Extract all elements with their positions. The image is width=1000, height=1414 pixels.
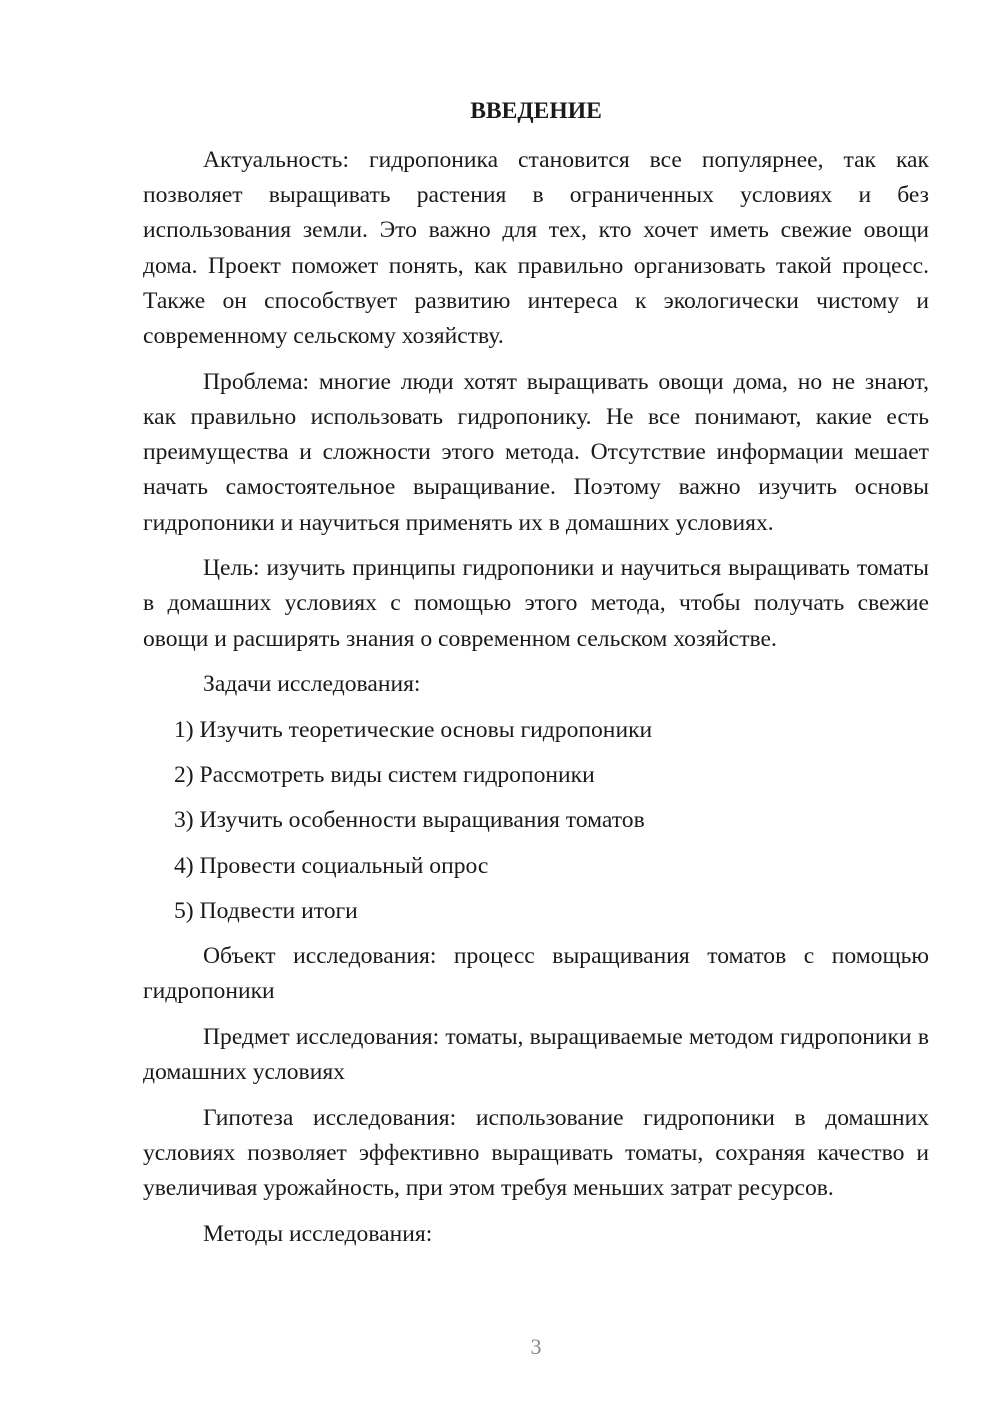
subject-paragraph: Предмет исследования: томаты, выращиваемые методом гидропоники в домашних условиях — [143, 1023, 929, 1086]
task-item: 4) Провести социальный опрос — [174, 852, 489, 879]
task-item: 3) Изучить особенности выращивания томатов — [174, 807, 645, 834]
task-item: 2) Рассмотреть виды систем гидропоники — [174, 762, 595, 789]
problem-paragraph: Проблема: многие люди хотят выращивать овощи дома, но не знают, как правильно использовать гидропонику. Не все понимают, какие есть преимущества и сложности этого метода. Отсутствие информации мешает начать самостоятельное выращивание. Поэтому важно изучить основы гидропоники и научиться применять их в домашних условиях. — [143, 368, 929, 536]
tasks-heading: Задачи исследования: — [203, 671, 421, 698]
document-page — [143, 94, 929, 1263]
goal-paragraph: Цель: изучить принципы гидропоники и научиться выращивать томаты в домашних условиях с помощью этого метода, чтобы получать свежие овощи и расширять знания о современном сельском хозяйстве. — [143, 555, 929, 652]
object-paragraph: Объект исследования: процесс выращивания томатов с помощью гидропоники — [143, 943, 929, 1005]
hypothesis-paragraph: Гипотеза исследования: использование гидропоники в домашних условиях позволяет эффективно выращивать томаты, сохраняя качество и увеличивая урожайность, при этом требуя меньших затрат ресурсов. — [143, 1104, 929, 1202]
task-item: 1) Изучить теоретические основы гидропоники — [174, 717, 653, 744]
task-item: 5) Подвести итоги — [174, 897, 358, 924]
section-title: ВВЕДЕНИЕ — [470, 98, 602, 124]
page-number: 3 — [530, 1334, 542, 1359]
relevance-paragraph: Актуальность: гидропоника становится все популярнее, так как позволяет выращивать растения в ограниченных условиях и без использования земли. Это важно для тех, кто хочет иметь свежие овощи дома. Проект поможет понять, как правильно организовать такой процесс. Также он способствует развитию интереса к экологически чистому и современному сельскому хозяйству. — [143, 147, 929, 350]
methods-heading: Методы исследования: — [203, 1220, 433, 1247]
